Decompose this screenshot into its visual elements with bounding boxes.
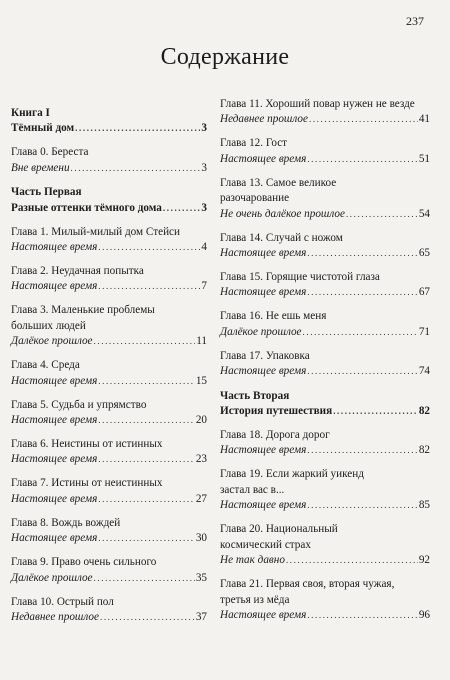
dot-leader xyxy=(98,531,195,546)
toc-entry-timeframe: Настоящее время xyxy=(11,280,98,293)
dot-leader xyxy=(98,413,195,428)
toc-entry xyxy=(220,136,430,167)
toc-entry-heading: Глава 2. Неудачная попытка xyxy=(11,265,144,278)
toc-entry-timeframe: Недавнее прошлое xyxy=(11,611,99,624)
dot-leader xyxy=(333,404,418,419)
toc-entry-timeframe: Настоящее время xyxy=(11,532,98,545)
toc-entry-page: 3 xyxy=(201,122,207,135)
dot-leader xyxy=(94,571,195,586)
toc-entry-page: 30 xyxy=(195,532,207,545)
toc-entry-row xyxy=(11,121,207,136)
toc-section xyxy=(11,106,207,137)
toc-entry-page: 85 xyxy=(418,499,430,512)
toc-entry-row xyxy=(220,152,430,167)
toc-entry xyxy=(220,522,430,568)
dot-leader xyxy=(307,608,418,623)
toc-entry-timeframe: Настоящее время xyxy=(220,499,307,512)
toc-entry-heading: Книга I xyxy=(11,107,50,119)
toc-entry-row xyxy=(11,531,207,546)
toc-entry xyxy=(11,476,207,507)
toc-entry-row xyxy=(11,571,207,586)
toc-entry-heading: Глава 10. Острый пол xyxy=(11,595,114,608)
toc-entry-timeframe: Далёкое прошлое xyxy=(11,335,93,348)
toc-entry-page: 41 xyxy=(418,113,430,126)
toc-section-subtitle: История путешествия xyxy=(220,405,333,418)
toc-entry-page: 65 xyxy=(418,247,430,260)
toc-entry-heading: Глава 20. Национальный xyxy=(220,523,338,536)
toc-entry-timeframe: Настоящее время xyxy=(220,444,307,457)
dot-leader xyxy=(307,152,418,167)
toc-entry xyxy=(220,231,430,262)
toc-entry xyxy=(11,225,207,256)
toc-left-column xyxy=(11,97,207,634)
toc-entry-timeframe: Вне времени xyxy=(11,161,70,174)
toc-entry-page: 15 xyxy=(195,374,207,387)
toc-entry-heading: Глава 9. Право очень сильного xyxy=(11,556,157,569)
toc-entry-page: 82 xyxy=(418,405,430,418)
toc-entry-row xyxy=(11,161,207,176)
toc-entry-page: 37 xyxy=(195,611,207,624)
toc-entry xyxy=(220,97,430,128)
toc-entry xyxy=(11,437,207,468)
toc-entry-timeframe: Настоящее время xyxy=(11,453,98,466)
toc-entry-row xyxy=(220,443,430,458)
toc-entry xyxy=(11,595,207,626)
toc-entry-timeframe: Настоящее время xyxy=(11,374,98,387)
toc-entry-page: 7 xyxy=(201,280,207,293)
toc-entry-heading: Часть Первая xyxy=(11,186,82,199)
toc-entry-row xyxy=(11,492,207,507)
dot-leader xyxy=(309,112,418,127)
toc-entry xyxy=(220,428,430,459)
toc-entry-timeframe: Настоящее время xyxy=(11,492,98,505)
toc-entry-page: 20 xyxy=(195,414,207,427)
dot-leader xyxy=(98,452,195,467)
toc-entry-row xyxy=(11,240,207,255)
toc-entry-row xyxy=(11,201,207,216)
dot-leader xyxy=(307,498,418,513)
dot-leader xyxy=(98,240,200,255)
toc-entry-row xyxy=(11,452,207,467)
toc-entry xyxy=(11,145,207,176)
toc-entry-timeframe: Далёкое прошлое xyxy=(11,571,93,584)
toc-entry-row xyxy=(220,285,430,300)
page-title: Содержание xyxy=(160,44,290,70)
toc-entry-row xyxy=(11,374,207,389)
dot-leader xyxy=(286,553,418,568)
toc-entry-heading: Глава 18. Дорога дорог xyxy=(220,429,330,442)
toc-entry xyxy=(220,270,430,301)
toc-entry-timeframe: Не очень далёкое прошлое xyxy=(220,207,345,220)
toc-entry-page: 11 xyxy=(196,335,207,348)
toc-section xyxy=(220,389,430,420)
toc-entry-page: 96 xyxy=(418,608,430,621)
toc-entry-page: 23 xyxy=(195,453,207,466)
dot-leader xyxy=(98,492,195,507)
toc-entry-timeframe: Далёкое прошлое xyxy=(220,325,302,338)
toc-section-subtitle: Разные оттенки тёмного дома xyxy=(11,201,162,214)
toc-entry xyxy=(11,555,207,586)
toc-entry-heading: Глава 16. Не ешь меня xyxy=(220,310,327,323)
toc-entry xyxy=(220,577,430,623)
toc-entry-page: 71 xyxy=(418,325,430,338)
toc-entry-timeframe: Настоящее время xyxy=(11,241,98,254)
toc-entry-heading: Глава 11. Хороший повар нужен не везде xyxy=(220,98,415,110)
toc-entry-heading: Глава 12. Гост xyxy=(220,137,288,150)
toc-entry-page: 54 xyxy=(418,207,430,220)
toc-entry-heading: Глава 8. Вождь вождей xyxy=(11,516,121,529)
toc-entry-page: 92 xyxy=(418,554,430,567)
dot-leader xyxy=(71,161,201,176)
toc-entry-timeframe: Настоящее время xyxy=(11,414,98,427)
toc-entry-heading: больших людей xyxy=(11,319,86,332)
toc-entry xyxy=(220,349,430,380)
toc-entry xyxy=(11,303,207,349)
toc-entry-row xyxy=(11,279,207,294)
dot-leader xyxy=(307,443,418,458)
toc-entry-page: 35 xyxy=(195,571,207,584)
toc-entry xyxy=(11,398,207,429)
dot-leader xyxy=(303,325,418,340)
toc-entry-heading: Глава 3. Маленькие проблемы xyxy=(11,304,155,317)
toc-entry-row xyxy=(11,413,207,428)
toc-entry-timeframe: Настоящее время xyxy=(220,247,307,260)
toc-entry-page: 27 xyxy=(195,492,207,505)
toc-entry-page: 82 xyxy=(418,444,430,457)
toc-entry-heading: Глава 6. Неистины от истинных xyxy=(11,438,163,451)
toc-entry-row xyxy=(220,553,430,568)
toc-entry xyxy=(220,309,430,340)
toc-entry-timeframe: Недавнее прошлое xyxy=(220,113,308,126)
toc-entry-page: 51 xyxy=(418,152,430,165)
dot-leader xyxy=(100,610,195,625)
dot-leader xyxy=(163,201,201,216)
toc-entry-heading: Глава 21. Первая своя, вторая чужая, xyxy=(220,578,395,591)
toc-entry-row xyxy=(220,608,430,623)
toc-entry-timeframe: Настоящее время xyxy=(220,365,307,378)
toc-entry-row xyxy=(220,207,430,222)
toc-entry-heading: Глава 5. Судьба и упрямство xyxy=(11,398,147,411)
dot-leader xyxy=(307,364,418,379)
toc-entry-heading: Глава 7. Истины от неистинных xyxy=(11,477,163,490)
toc-entry-heading: Глава 13. Самое великое xyxy=(220,176,337,189)
toc-entry-heading: Глава 14. Случай с ножом xyxy=(220,231,343,244)
toc-entry-row xyxy=(220,364,430,379)
toc-entry-heading: Глава 1. Милый-милый дом Стейси xyxy=(11,225,181,238)
toc-entry-timeframe: Настоящее время xyxy=(220,286,307,299)
toc-section-subtitle: Тёмный дом xyxy=(11,122,75,135)
toc-entry-heading: Глава 15. Горящие чистотой глаза xyxy=(220,271,380,284)
dot-leader xyxy=(98,279,200,294)
toc-entry-row xyxy=(220,325,430,340)
toc-entry-heading: третья из мёда xyxy=(220,593,290,606)
toc-entry-page: 67 xyxy=(418,286,430,299)
toc-entry-heading: Глава 19. Если жаркий уикенд xyxy=(220,468,364,481)
toc-entry-row xyxy=(11,610,207,625)
toc-entry-page: 3 xyxy=(201,161,207,174)
toc-entry-heading: застал вас в... xyxy=(220,483,285,496)
toc-entry xyxy=(220,176,430,222)
toc-entry-heading: Глава 0. Береста xyxy=(11,146,89,159)
toc-entry xyxy=(11,264,207,295)
page-number: 237 xyxy=(406,14,424,28)
toc-entry xyxy=(11,516,207,547)
toc-entry xyxy=(220,467,430,513)
dot-leader xyxy=(307,246,418,261)
dot-leader xyxy=(307,285,418,300)
toc-entry xyxy=(11,358,207,389)
toc-section xyxy=(11,185,207,216)
dot-leader xyxy=(346,207,418,222)
toc-entry-heading: космический страх xyxy=(220,538,311,551)
toc-entry-page: 3 xyxy=(201,201,207,214)
toc-entry-heading: Глава 4. Среда xyxy=(11,359,80,372)
toc-entry-timeframe: Настоящее время xyxy=(220,608,307,621)
dot-leader xyxy=(75,121,200,136)
toc-entry-row xyxy=(220,112,430,127)
toc-right-column xyxy=(220,97,430,632)
toc-entry-timeframe: Не так давно xyxy=(220,554,285,567)
dot-leader xyxy=(98,374,195,389)
toc-entry-row xyxy=(220,404,430,419)
toc-entry-page: 4 xyxy=(201,241,207,254)
toc-entry-row xyxy=(11,334,207,349)
dot-leader xyxy=(94,334,196,349)
toc-entry-row xyxy=(220,246,430,261)
toc-entry-timeframe: Настоящее время xyxy=(220,152,307,165)
toc-entry-row xyxy=(220,498,430,513)
toc-entry-heading: Часть Вторая xyxy=(220,389,290,402)
toc-entry-page: 74 xyxy=(418,365,430,378)
toc-entry-heading: разочарование xyxy=(220,192,290,205)
toc-entry-heading: Глава 17. Упаковка xyxy=(220,349,310,362)
